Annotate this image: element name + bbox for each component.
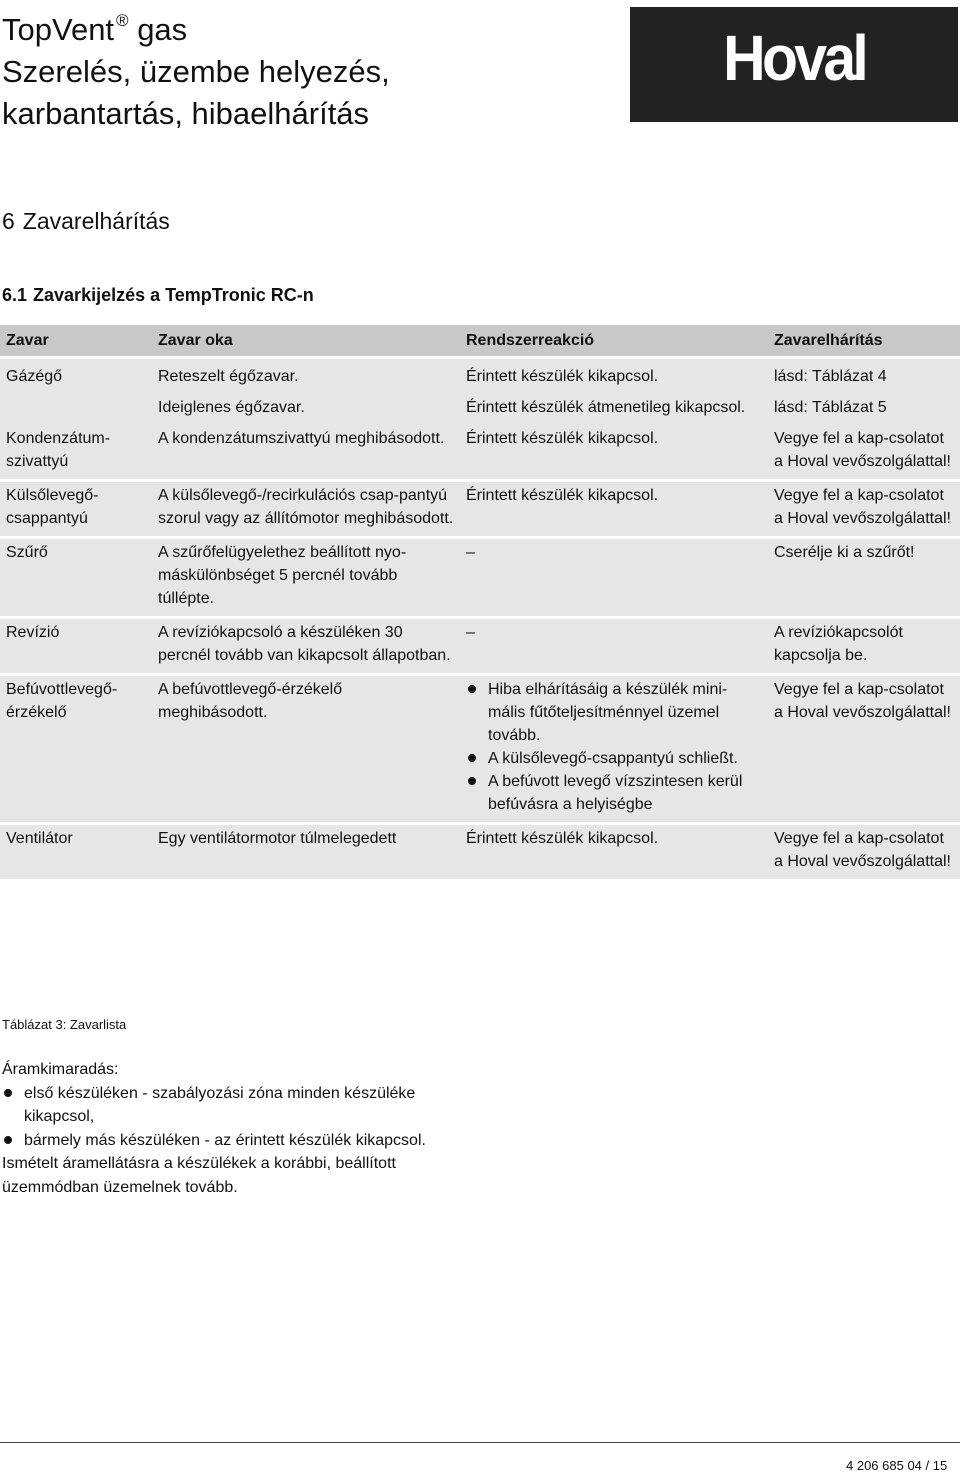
table-row — [0, 481, 960, 538]
cell-ok: Egy ventilátormotor túlmelegedett — [152, 824, 460, 880]
section-title: Zavarelhárítás — [22, 208, 170, 234]
logo-text: Hoval — [723, 21, 865, 94]
cell-elharitas: A revíziókapcsolót kapcsolja be. — [768, 618, 960, 675]
cell-reakcio: Érintett készülék kikapcsol. — [460, 481, 768, 538]
title-line-1: TopVent ® gas — [2, 11, 188, 47]
cell-zavar: Revízió — [0, 618, 152, 675]
cell-elharitas: lásd: Táblázat 4 — [768, 358, 960, 395]
cell-reakcio — [460, 675, 768, 824]
cell-ok: A befúvottlevegő-érzékelő meghibásodott. — [152, 675, 460, 824]
table-caption: Táblázat 3: Zavarlista — [2, 1017, 127, 1032]
cell-reakcio: Érintett készülék kikapcsol. — [460, 824, 768, 880]
hoval-logo — [630, 7, 958, 122]
cell-ok: Ideiglenes égőzavar. — [152, 394, 460, 425]
power-failure-note — [2, 1058, 482, 1199]
list-item: A befúvott levegő vízszintesen kerül befúvásra a helyiségbe — [466, 770, 762, 816]
cell-elharitas: Vegye fel a kap-csolatot a Hoval vevőszolgálattal! — [768, 675, 960, 824]
reaction-list — [466, 678, 762, 816]
title-line-3: karbantartás, hibaelhárítás — [2, 96, 370, 131]
document-title — [2, 0, 390, 135]
subsection-title: Zavarkijelzés a TempTronic RC-n — [33, 285, 314, 305]
fault-table — [0, 325, 960, 879]
cell-ok: A kondenzátumszivattyú meghibásodott. — [152, 425, 460, 481]
cell-reakcio: Érintett készülék kikapcsol. — [460, 425, 768, 481]
cell-ok: A külsőlevegő-/recirkulációs csap-pantyú szorul vagy az állítómotor meghibásodott. — [152, 481, 460, 538]
cell-zavar: Ventilátor — [0, 824, 152, 880]
note-text: Ismételt áramellátásra a készülékek a korábbi, beállított üzemmódban üzemelnek tovább. — [2, 1155, 396, 1196]
header-zavar: Zavar — [0, 325, 152, 358]
list-item: első készüléken - szabályozási zóna minden készüléke kikapcsol, — [2, 1082, 482, 1129]
list-item: Hiba elhárításáig a készülék mini-mális fűtőteljesítménnyel üzemel tovább. — [466, 678, 762, 747]
cell-elharitas: Cserélje ki a szűrőt! — [768, 538, 960, 618]
table-row — [0, 425, 960, 481]
table-row — [0, 394, 960, 425]
footer-divider — [0, 1442, 960, 1443]
cell-reakcio: – — [460, 618, 768, 675]
cell-zavar: Kondenzátum-szivattyú — [0, 425, 152, 481]
registered-mark: ® — [116, 11, 129, 30]
subsection-heading — [2, 285, 314, 306]
cell-reakcio: – — [460, 538, 768, 618]
header-zavarelharitas: Zavarelhárítás — [768, 325, 960, 358]
list-item: A külsőlevegő-csappantyú schließt. — [466, 747, 762, 770]
cell-reakcio: Érintett készülék átmenetileg kikapcsol. — [460, 394, 768, 425]
section-heading — [2, 208, 170, 235]
cell-zavar: Külsőlevegő-csappantyú — [0, 481, 152, 538]
cell-zavar: Befúvottlevegő-érzékelő — [0, 675, 152, 824]
header-rendszerreakcio: Rendszerreakció — [460, 325, 768, 358]
cell-elharitas: Vegye fel a kap-csolatot a Hoval vevőszolgálattal! — [768, 481, 960, 538]
note-heading: Áramkimaradás: — [2, 1061, 119, 1078]
cell-elharitas: Vegye fel a kap-csolatot a Hoval vevőszolgálattal! — [768, 824, 960, 880]
table-row — [0, 618, 960, 675]
cell-zavar: Szűrő — [0, 538, 152, 618]
table-row — [0, 358, 960, 395]
cell-elharitas: Vegye fel a kap-csolatot a Hoval vevőszolgálattal! — [768, 425, 960, 481]
cell-zavar: Gázégő — [0, 358, 152, 395]
document-number: 4 206 685 04 / 15 — [846, 1458, 948, 1473]
cell-reakcio: Érintett készülék kikapcsol. — [460, 358, 768, 395]
table-row — [0, 538, 960, 618]
table-header-row — [0, 325, 960, 358]
table-row — [0, 675, 960, 824]
header-zavar-oka: Zavar oka — [152, 325, 460, 358]
cell-ok: A szűrőfelügyelethez beállított nyo-máskülönbséget 5 percnél tovább túllépte. — [152, 538, 460, 618]
section-number: 6 — [2, 208, 15, 234]
subsection-number: 6.1 — [2, 285, 28, 305]
cell-ok: A revíziókapcsoló a készüléken 30 percnél tovább van kikapcsolt állapotban. — [152, 618, 460, 675]
note-list — [2, 1082, 482, 1153]
title-line-2: Szerelés, üzembe helyezés, — [2, 54, 390, 89]
list-item: bármely más készüléken - az érintett készülék kikapcsol. — [2, 1129, 482, 1153]
cell-elharitas: lásd: Táblázat 5 — [768, 394, 960, 425]
cell-zavar — [0, 394, 152, 425]
table-row — [0, 824, 960, 880]
cell-ok: Reteszelt égőzavar. — [152, 358, 460, 395]
